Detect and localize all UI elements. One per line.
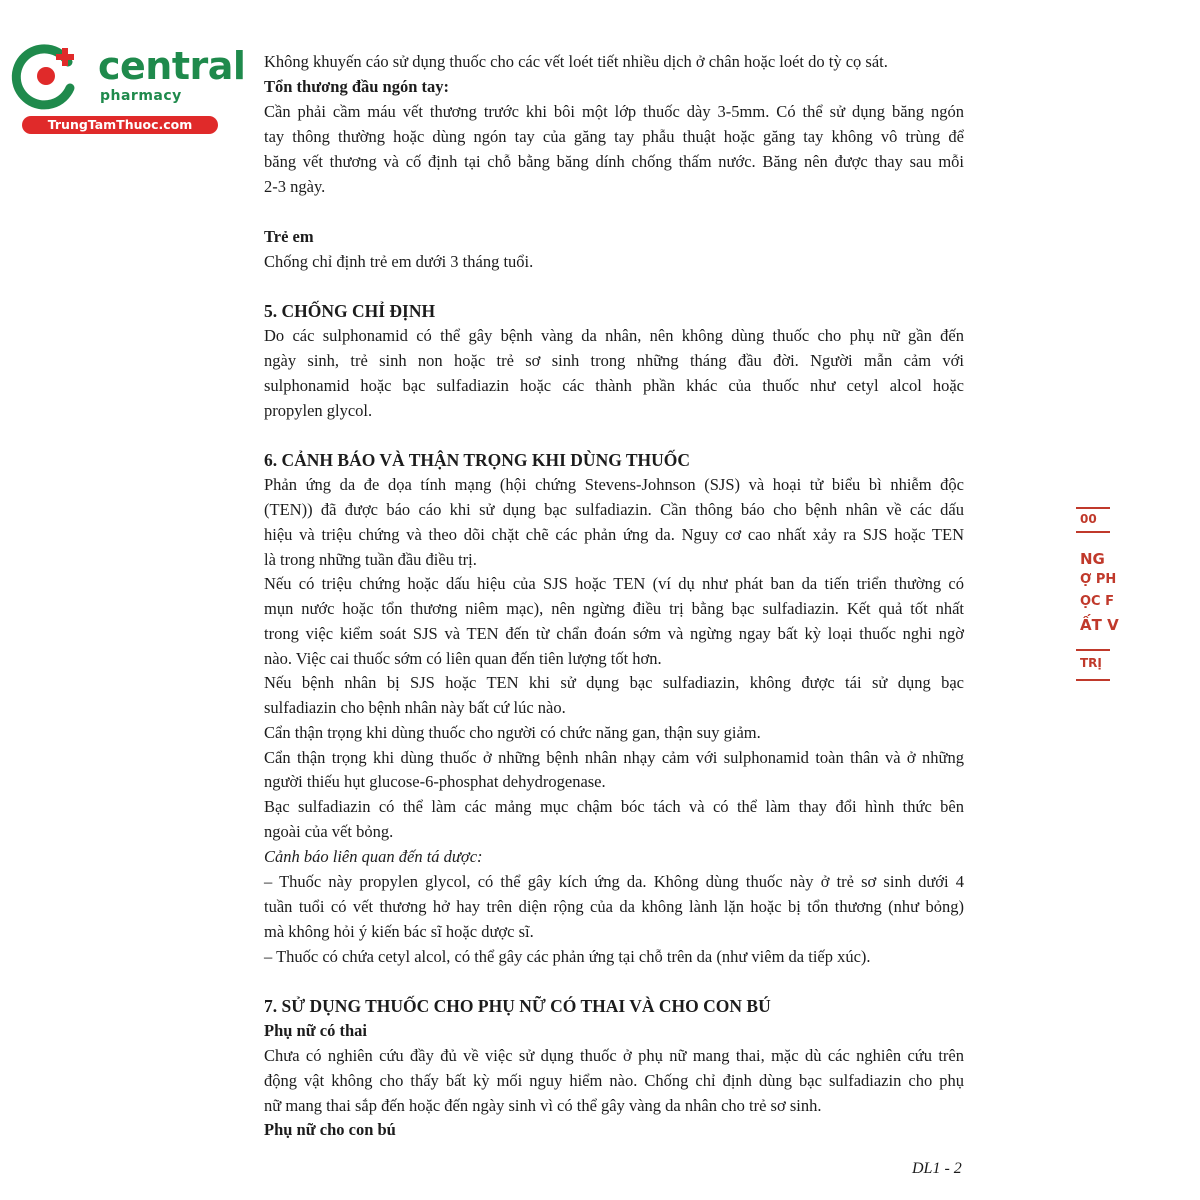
section-heading-contraindications: 5. CHỐNG CHỈ ĐỊNH — [264, 301, 436, 321]
body-line: động vật không cho thấy bất kỳ mối nguy hiểm nào. Chống chỉ định dùng bạc sulfadiazin cho phụ — [264, 1071, 964, 1090]
body-line: ngoài của vết bỏng. — [264, 822, 394, 841]
red-stamp-fragment — [1070, 500, 1119, 690]
body-line: tuần tuổi có vết thương hở hay trên diện rộng của da không lành lặn hoặc bị tổn thương (như bỏng) — [264, 897, 964, 916]
body-line: nào. Việc cai thuốc sớm có liên quan đến tiên lượng tốt hơn. — [264, 649, 662, 668]
central-pharmacy-logo[interactable] — [10, 36, 246, 136]
stamp-text: ẤT V — [1080, 616, 1119, 634]
body-line: 2-3 ngày. — [264, 177, 326, 196]
section-heading-warnings: 6. CẢNH BÁO VÀ THẬN TRỌNG KHI DÙNG THUỐC — [264, 450, 691, 470]
bullet-line: – Thuốc này propylen glycol, có thể gây kích ứng da. Không dùng thuốc này ở trẻ sơ sinh dưới 4 — [264, 872, 964, 891]
logo-wordmark: central — [98, 44, 246, 88]
body-line: sulphonamid hoặc bạc sulfadiazin hoặc các thành phần khác của thuốc như cetyl alcol hoặc — [264, 376, 964, 395]
body-line: Nếu bệnh nhân bị SJS hoặc TEN khi sử dụng bạc sulfadiazin, không được tái sử dụng bạc — [264, 673, 964, 692]
body-line: propylen glycol. — [264, 401, 373, 420]
body-line: tay thông thường hoặc dùng ngón tay của găng tay phẫu thuật hoặc găng tay không vô trùng để — [264, 127, 964, 146]
subheading-pregnant-women: Phụ nữ có thai — [264, 1021, 367, 1040]
body-line: sulfadiazin cho bệnh nhân này bất cứ lúc nào. — [264, 698, 566, 717]
body-line: băng vết thương và cố định tại chỗ bằng băng dính chống thấm nước. Băng nên được thay sau mỗi — [264, 152, 964, 171]
subheading-children: Trẻ em — [264, 227, 314, 246]
body-line: Nếu có triệu chứng hoặc dấu hiệu của SJS hoặc TEN (ví dụ như phát ban da tiến triển thường có — [264, 574, 964, 593]
excipient-warning-label: Cảnh báo liên quan đến tá dược: — [264, 847, 483, 866]
body-line: Cần phải cầm máu vết thương trước khi bôi một lớp thuốc dày 3-5mm. Có thể sử dụng băng ngón — [264, 102, 964, 121]
logo-subtitle: pharmacy — [100, 88, 182, 104]
subheading-fingertip-injury: Tổn thương đầu ngón tay: — [264, 77, 450, 96]
subheading-breastfeeding: Phụ nữ cho con bú — [264, 1120, 396, 1139]
body-line: Chống chỉ định trẻ em dưới 3 tháng tuổi. — [264, 252, 534, 271]
body-line: Phản ứng da đe dọa tính mạng (hội chứng Stevens-Johnson (SJS) và hoại tử biểu bì nhiễm độc — [264, 475, 964, 494]
body-line: người thiếu hụt glucose-6-phosphat dehydrogenase. — [264, 772, 606, 791]
stamp-text: Ợ PH — [1080, 572, 1117, 587]
stamp-text: TRỊ — [1080, 656, 1102, 670]
bullet-line: – Thuốc có chứa cetyl alcol, có thể gây các phản ứng tại chỗ trên da (như viêm da tiếp xúc). — [264, 947, 871, 966]
body-line: Chưa có nghiên cứu đầy đủ về việc sử dụng thuốc ở phụ nữ mang thai, mặc dù các nghiên cứu trên — [264, 1046, 964, 1065]
body-line: ngày sinh, trẻ sinh non hoặc trẻ sơ sinh trong những tháng đầu đời. Người mẫn cảm với — [264, 351, 964, 370]
body-line: mà không hỏi ý kiến bác sĩ hoặc dược sĩ. — [264, 922, 534, 941]
body-line: Cẩn thận trọng khi dùng thuốc cho người có chức năng gan, thận suy giảm. — [264, 723, 761, 742]
page-code: DL1 - 2 — [912, 1160, 962, 1177]
body-line: Không khuyến cáo sử dụng thuốc cho các vết loét tiết nhiều dịch ở chân hoặc loét do tỳ cọ sát. — [264, 52, 888, 71]
body-line: Do các sulphonamid có thể gây bệnh vàng da nhân, nên không dùng thuốc cho phụ nữ gần đến — [264, 326, 964, 345]
body-line: nữ mang thai sắp đến hoặc đến ngày sinh vì có thể gây vàng da nhân cho trẻ sơ sinh. — [264, 1096, 822, 1115]
pharmacy-cross-icon — [10, 40, 82, 112]
section-heading-pregnancy-lactation: 7. SỬ DỤNG THUỐC CHO PHỤ NỮ CÓ THAI VÀ CHO CON BÚ — [264, 996, 771, 1016]
body-line: mụn nước hoặc tổn thương niêm mạc), nên ngừng điều trị bằng bạc sulfadiazin. Kết quả tốt nhất — [264, 599, 964, 618]
body-line: là trong những tuần đầu điều trị. — [264, 550, 477, 569]
stamp-text: ỌC F — [1080, 594, 1114, 609]
body-line: trong việc kiểm soát SJS và TEN đến từ chẩn đoán sớm và ngừng ngay bất kỳ loại thuốc nghi ngờ — [264, 624, 964, 643]
stamp-text: NG — [1080, 550, 1105, 568]
logo-website-badge[interactable]: TrungTamThuoc.com — [22, 116, 218, 134]
body-line: Bạc sulfadiazin có thể làm các mảng mục chậm bóc tách và có thể làm thay đổi hình thức bên — [264, 797, 964, 816]
body-line: hiệu và triệu chứng và theo dõi chặt chẽ các phản ứng da. Nguy cơ cao nhất xảy ra SJS hoặc TEN — [264, 525, 964, 544]
stamp-text: 00 — [1080, 512, 1097, 526]
body-line: (TEN)) đã được báo cáo khi sử dụng bạc sulfadiazin. Cần thông báo cho bệnh nhân về các dấu — [264, 500, 964, 519]
body-line: Cẩn thận trọng khi dùng thuốc ở những bệnh nhân nhạy cảm với sulphonamid toàn thân và ở những — [264, 748, 964, 767]
